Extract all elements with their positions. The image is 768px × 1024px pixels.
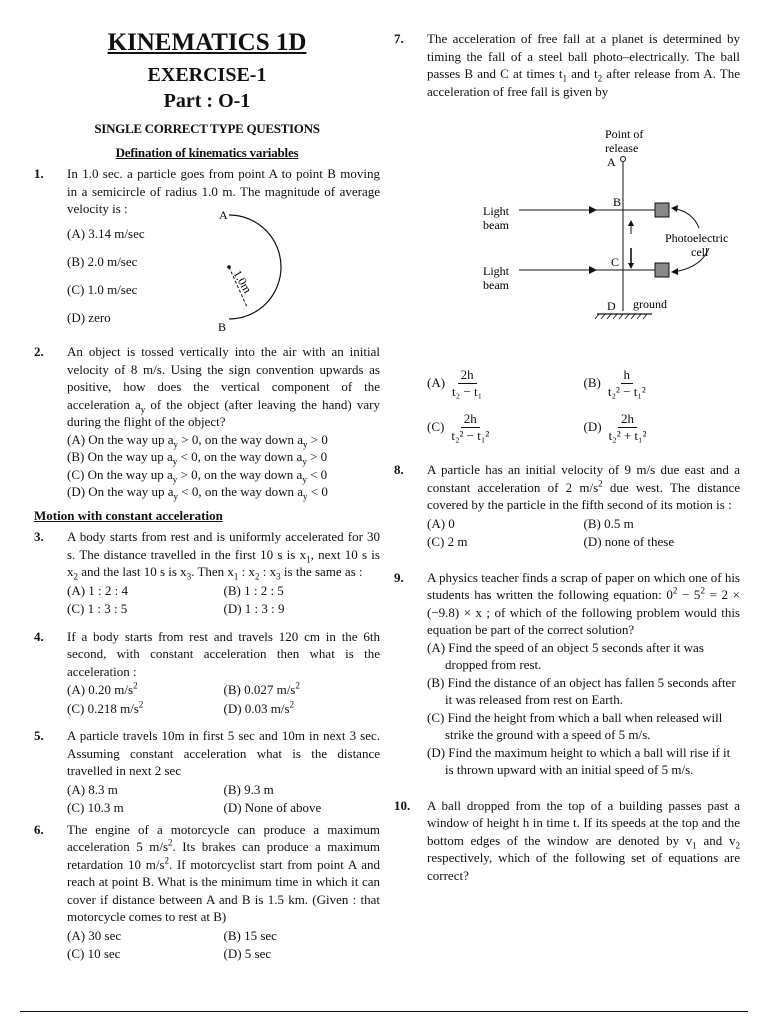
option-a[interactable]: (A) 1 : 2 : 4 (67, 582, 129, 598)
question-8 (394, 461, 740, 551)
question-6 (34, 821, 380, 963)
question-type: SINGLE CORRECT TYPE QUESTIONS (94, 121, 320, 136)
question-10 (394, 797, 740, 885)
free-fall-figure (447, 116, 747, 341)
section-heading: Motion with constant acceleration (34, 507, 223, 523)
chapter-title: KINEMATICS 1D (107, 29, 307, 56)
option-d[interactable]: (D) On the way up $a_y < 0$, on the way down $a_y < 0$ (67, 484, 328, 502)
option-c[interactable]: (C) 0.218 $m/s^2$ (67, 699, 144, 716)
question-number: 2. (34, 344, 44, 359)
ground-label: ground (633, 297, 667, 311)
point-b-label: B (613, 195, 622, 209)
option-d[interactable]: (D) 0.03 $m/s^2$ (223, 699, 295, 716)
photocell-label: Photoelectric (665, 231, 729, 245)
semicircle-figure (189, 207, 299, 337)
question-text: If a body starts from rest and travels 120 cm in the 6th second, with constant acceleration then what is the acceleration : (67, 628, 380, 679)
question-3 (34, 528, 380, 618)
option-c[interactable]: (C) 1 : 3 : 5 (67, 601, 128, 616)
option-d[interactable]: (D) none of these (583, 534, 675, 549)
option-b[interactable]: (B) 2.0 m/sec (67, 253, 138, 269)
question-number: 6. (34, 821, 44, 837)
release-label: release (605, 141, 639, 155)
option-d[interactable]: (D) 1 : 3 : 9 (223, 601, 285, 616)
question-text: A particle has an initial velocity of 9 m/s due east and a constant acceleration of 2 $m/s^2$ due west. The distance covered by the particle in the fifth second of its motion is : (427, 462, 740, 512)
option-a[interactable]: (A) Find the speed of an object 5 seconds after it was dropped from rest. (427, 639, 704, 672)
question-number: 4. (34, 628, 44, 644)
exercise-title: EXERCISE-1 (147, 64, 267, 86)
point-d-label: D (607, 299, 616, 313)
option-d[interactable]: (D) $\frac{2h}{\text{t₂² + t₁²}}$ (583, 410, 647, 443)
point-a-label: A (219, 208, 228, 222)
question-number: 10. (394, 797, 411, 813)
option-b[interactable]: (B) 9.3 m (223, 781, 274, 797)
option-a[interactable]: (A) 30 sec (67, 927, 122, 943)
question-2 (34, 343, 380, 501)
question-7 (394, 30, 740, 447)
option-a[interactable]: (A) 3.14 m/sec (67, 225, 145, 241)
question-text: An object is tossed vertically into the air with an initial velocity of 8 m/s. Using the sign convention upwards as positive, how does the vertical component of the acceleration $a_y$ of the object (after leaving the hand) vary during the flight of the object? (67, 344, 380, 429)
question-text: In 1.0 sec. a particle goes from point A to point B moving in a semicircle of radius 1.0 m. The magnitude of average velocity is : (67, 166, 380, 216)
footer-rule (20, 1011, 748, 1012)
option-c[interactable]: (C) 1.0 m/sec (67, 281, 138, 297)
question-text: The acceleration of free fall at a planet is determined by timing the fall of a steel ball photo–electrically. The ball passes B and C at times $t_1$ and $t_2$ after release from A. The acceleration of free fall is given by (427, 31, 740, 99)
question-number: 1. (34, 166, 44, 181)
option-c[interactable]: (C) 10.3 m (67, 800, 124, 815)
question-number: 5. (34, 728, 44, 743)
point-b-label: B (218, 320, 227, 334)
section-heading: Defination of kinematics variables (115, 144, 299, 160)
option-c[interactable]: (C) Find the height from which a ball when released will strike the ground with a speed of 5 m/s. (427, 709, 723, 742)
question-5 (34, 727, 380, 817)
option-d[interactable]: (D) Find the maximum height to which a ball will rise if it is thrown upward with an initial speed of 5 m/s. (427, 744, 731, 777)
option-d[interactable]: (D) 5 sec (223, 946, 272, 961)
option-a[interactable]: (A) 8.3 m (67, 781, 118, 797)
option-a[interactable]: (A) 0.20 $m/s^2$ (67, 680, 138, 697)
option-b[interactable]: (B) 15 sec (223, 927, 277, 943)
option-a[interactable]: (A) 0 (427, 515, 455, 531)
option-c[interactable]: (C) On the way up $a_y > 0$, on the way down $a_y < 0$ (67, 466, 328, 485)
question-number: 8. (394, 462, 404, 477)
question-text: The engine of a motorcycle can produce a maximum acceleration 5 $m/s^2$. Its brakes can produce a maximum retardation 10 $m/s^2$. If motorcyclist start from point A and reach at point B. What is the minimum time in which it can cover if distance between A and B is 1.5 km. (Given : that motorcycle comes to rest at B) (67, 821, 380, 924)
point-a-label: A (607, 155, 616, 169)
option-a[interactable]: (A) On the way up $a_y > 0$, on the way down $a_y > 0$ (67, 431, 328, 450)
beam-label: Light (483, 204, 509, 218)
question-text: A physics teacher finds a scrap of paper on which one of his students has written the following equation: $0^2 - 5^2 = 2 \times (-9.8) \times x$ ; of which of the following problem would this equation be part of the correct solution? (427, 569, 740, 637)
question-text: A ball dropped from the top of a building passes past a window of height h in time t. If its speeds at the top and the bottom edges of the window are denoted by $v_1$ and $v_2$ respectively, which of the following set of equations are correct? (427, 797, 740, 883)
beam-label: beam (483, 278, 509, 292)
option-c[interactable]: (C) 10 sec (67, 946, 121, 961)
right-column (394, 0, 740, 884)
option-b[interactable]: (B) On the way up $a_y < 0$, on the way down $a_y > 0$ (67, 449, 328, 467)
left-column (34, 0, 380, 963)
part-title: Part : O-1 (163, 90, 251, 112)
question-4 (34, 628, 380, 718)
release-label: Point of (605, 127, 644, 141)
beam-label: beam (483, 218, 509, 232)
option-b[interactable]: (B) 0.5 m (583, 515, 634, 531)
question-number: 3. (34, 529, 44, 544)
option-c[interactable]: (C) 2 m (427, 534, 468, 549)
question-text: A body starts from rest and is uniformly accelerated for 30 s. The distance travelled in the first 10 s is $x_1$, next 10 s is $x_2$ and the last 10 s is $x_3$. Then $x_1$ : $x_2$ : $x_3$ is the same as : (67, 529, 380, 582)
option-a[interactable]: (A) $\frac{2h}{\text{t₂ − t₁}}$ (427, 366, 483, 399)
option-b[interactable]: (B) 0.027 $m/s^2$ (223, 680, 300, 697)
option-d[interactable]: (D) zero (67, 309, 111, 325)
question-1 (34, 165, 380, 339)
option-b[interactable]: (B) 1 : 2 : 5 (223, 582, 284, 598)
question-text: A particle travels 10m in first 5 sec and 10m in next 3 sec. Assuming constant acceleration what is the distance travelled in next 2 sec (67, 728, 380, 778)
option-c[interactable]: (C) $\frac{2h}{\text{t₂² − t₁²}}$ (427, 410, 490, 443)
question-number: 9. (394, 569, 404, 585)
photocell-label: cell (691, 245, 709, 259)
point-c-label: C (611, 255, 620, 269)
radius-label: 1.0m (230, 267, 255, 296)
question-number: 7. (394, 31, 404, 46)
beam-label: Light (483, 264, 509, 278)
option-b[interactable]: (B) $\frac{h}{\text{t₂² − t₁²}}$ (583, 366, 646, 399)
option-d[interactable]: (D) None of above (223, 800, 322, 815)
option-b[interactable]: (B) Find the distance of an object has fallen 5 seconds after it was released from rest on Earth. (427, 674, 736, 707)
question-9 (394, 569, 740, 779)
